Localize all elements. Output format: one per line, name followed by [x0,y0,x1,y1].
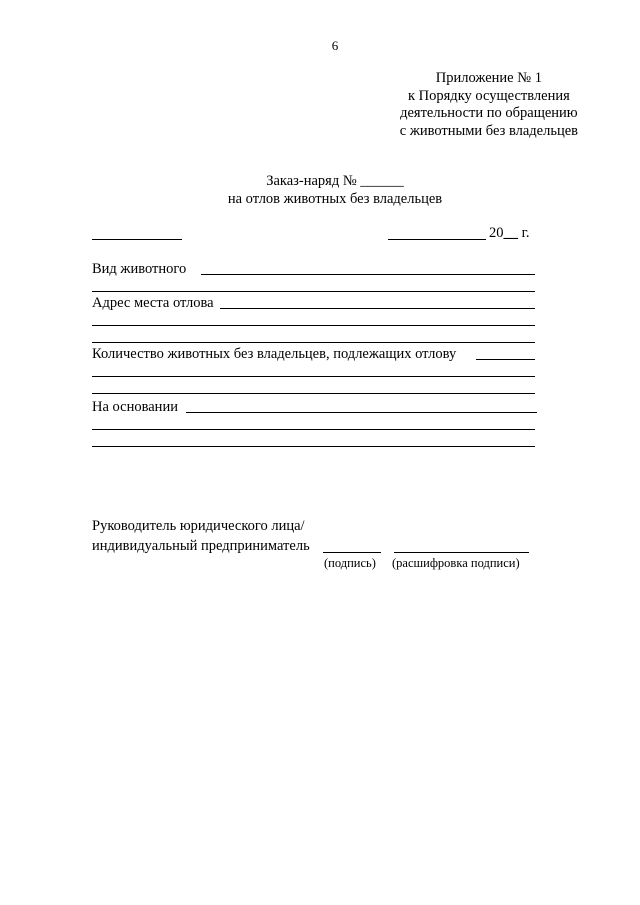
year-suffix: г. [518,225,530,241]
appendix-heading [400,70,578,140]
animal-count-input-line [476,359,535,360]
signature-title-line2: индивидуальный предприниматель [92,538,310,554]
date-year-label [489,224,530,242]
capture-address-label: Адрес места отлова [92,295,214,311]
animal-type-input-line-2 [92,291,535,292]
basis-input-line-3 [92,446,535,447]
capture-address-input-line [220,308,535,309]
signature-decoding-caption: (расшифровка подписи) [392,556,520,570]
signature-input-line [323,552,381,553]
animal-type-label: Вид животного [92,261,187,277]
basis-input-line-2 [92,429,535,430]
animal-count-input-line-2 [92,376,535,377]
animal-count-input-line-3 [92,393,535,394]
signature-caption: (подпись) [324,556,376,570]
capture-address-input-line-2 [92,325,535,326]
page-number: 6 [331,38,339,53]
signature-title-line1: Руководитель юридического лица/ [92,518,305,534]
appendix-line: к Порядку осуществления [408,87,570,104]
document-title: Заказ-наряд № ______ [266,173,404,189]
appendix-line: деятельности по обращению [400,105,578,121]
year-prefix: 20 [489,225,504,241]
appendix-line: Приложение № 1 [435,70,542,86]
place-blank-line [92,239,182,240]
document-subtitle: на отлов животных без владельцев [227,191,443,207]
date-day-month-blank-line [388,239,486,240]
basis-label: На основании [92,399,178,415]
appendix-line: с животными без владельцев [399,122,578,139]
signature-decoding-input-line [394,552,529,553]
animal-type-input-line [201,274,535,275]
basis-input-line [186,412,537,413]
capture-address-input-line-3 [92,342,535,343]
animal-count-label: Количество животных без владельцев, подлежащих отлову [92,346,457,362]
year-blank: __ [503,225,518,241]
